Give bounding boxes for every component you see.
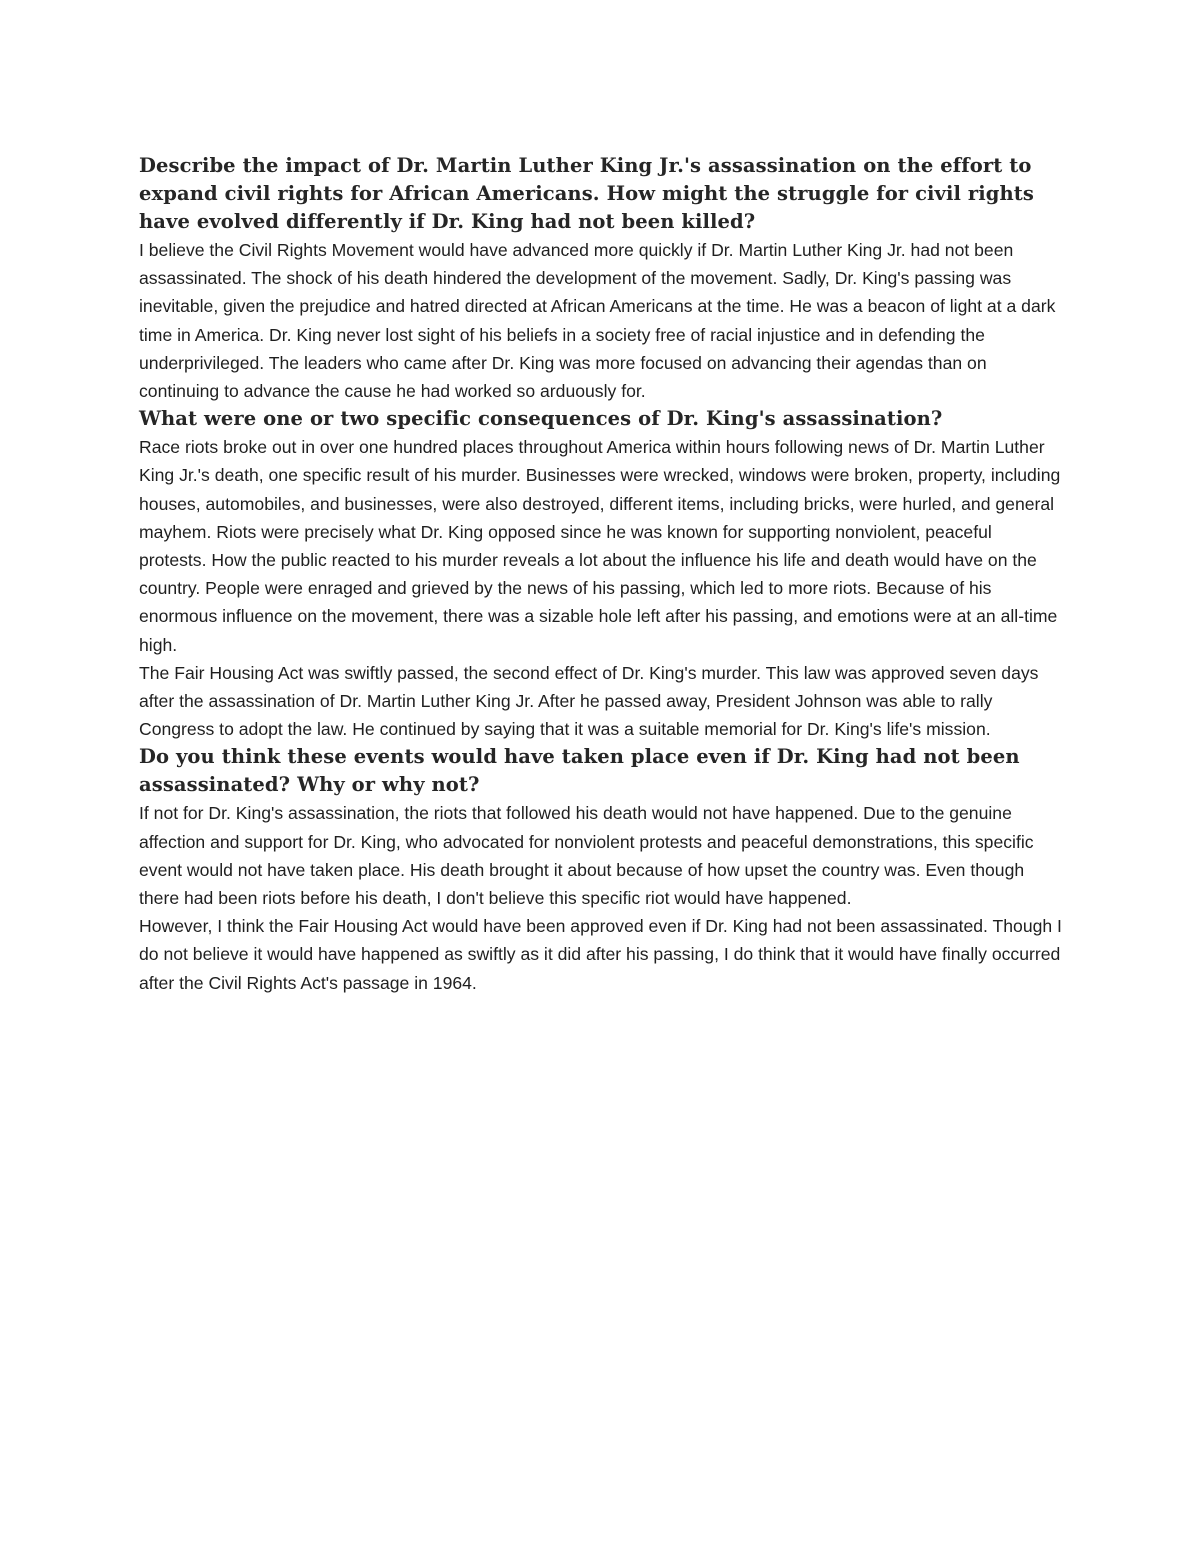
answer-paragraph: However, I think the Fair Housing Act would have been approved even if Dr. King had not been assassinated. Though I do not believe it would have happened as swiftly as it did after his passing, I do think that it would have finally occurred after the Civil Rights Act's passage in 1964. <box>139 916 1062 993</box>
section-impact <box>139 152 1064 405</box>
answer-paragraph: Race riots broke out in over one hundred places throughout America within hours following news of Dr. Martin Luther King Jr.'s death, one specific result of his murder. Businesses were wrecked, windows were broken, property, including houses, automobiles, and businesses, were also destroyed, different items, including bricks, were hurled, and general mayhem. Riots were precisely what Dr. King opposed since he was known for supporting nonviolent, peaceful protests. How the public reacted to his murder reveals a lot about the influence his life and death would have on the country. People were enraged and grieved by the news of his passing, which led to more riots. Because of his enormous influence on the movement, there was a sizable hole left after his passing, and emotions were at an all-time high. <box>139 437 1061 655</box>
answer-paragraph: If not for Dr. King's assassination, the riots that followed his death would not have happened. Due to the genuine affection and support for Dr. King, who advocated for nonviolent protests and peaceful demonstrations, this specific event would not have taken place. His death brought it about because of how upset the country was. Even though there had been riots before his death, I don't believe this specific riot would have happened. <box>139 803 1034 909</box>
answer-paragraph: The Fair Housing Act was swiftly passed, the second effect of Dr. King's murder. This law was approved seven days after the assassination of Dr. Martin Luther King Jr. After he passed away, President Johnson was able to rally Congress to adopt the law. He continued by saying that it was a suitable memorial for Dr. King's life's mission. <box>139 662 1039 740</box>
question-heading: What were one or two specific consequences of Dr. King's assassination? <box>139 407 943 431</box>
answer-paragraph: I believe the Civil Rights Movement would have advanced more quickly if Dr. Martin Luther King Jr. had not been assassinated. The shock of his death hindered the development of the movement. Sadly, Dr. King's passing was inevitable, given the prejudice and hatred directed at African Americans at the time. He was a beacon of light at a dark time in America. Dr. King never lost sight of his beliefs in a society free of racial injustice and in defending the underprivileged. The leaders who came after Dr. King was more focused on advancing their agendas than on continuing to advance the cause he had worked so arduously for. <box>139 240 1056 402</box>
section-consequences <box>139 405 1064 743</box>
section-counterfactual <box>139 743 1064 996</box>
question-heading: Do you think these events would have taken place even if Dr. King had not been assassinated? Why or why not? <box>139 745 1020 797</box>
question-heading: Describe the impact of Dr. Martin Luther King Jr.'s assassination on the effort to expand civil rights for African Americans. How might the struggle for civil rights have evolved differently if Dr. King had not been killed? <box>139 154 1034 233</box>
document-body <box>139 152 1064 997</box>
